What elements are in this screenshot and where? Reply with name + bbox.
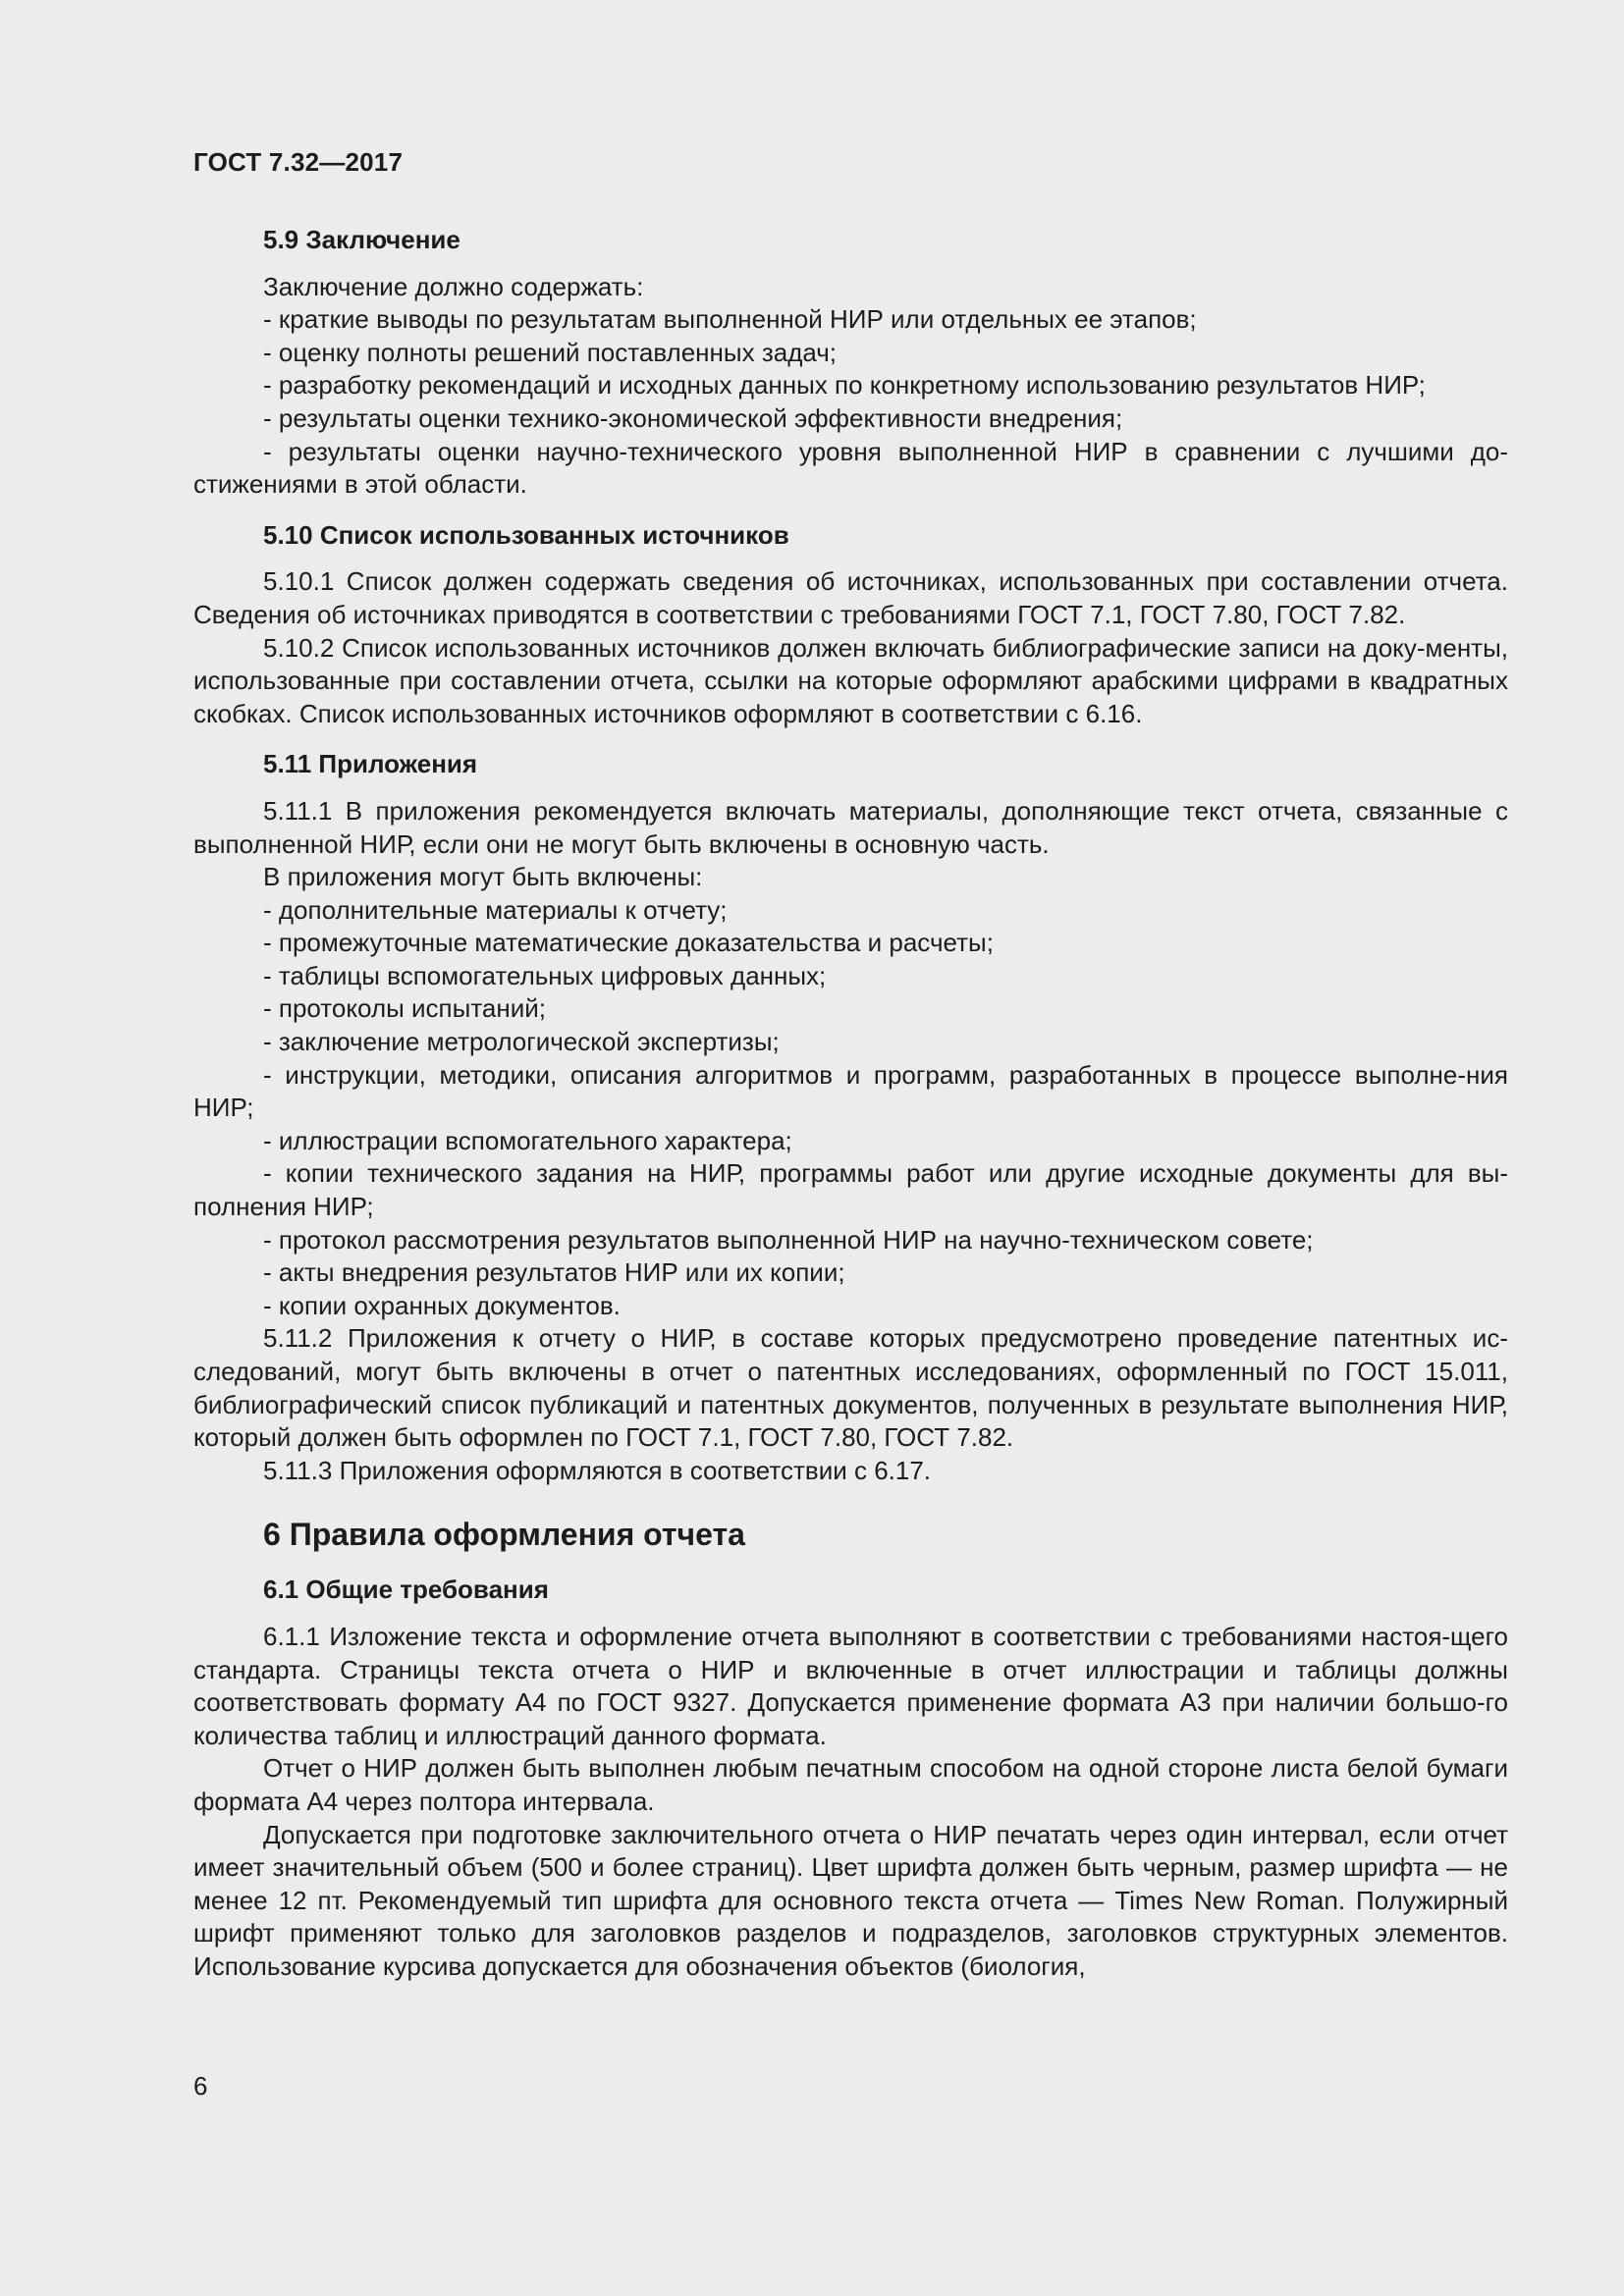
paragraph-6-1-1: 6.1.1 Изложение текста и оформление отчета выполняют в соответствии с требованиями настоя-щего стандарта. Страницы текста отчета о НИР и включенные в отчет иллюстрации и таблицы должны соответствовать формату А4 по ГОСТ 9327. Допускается применение формата А3 при наличии большо-го количества таблиц и иллюстраций данного формата.: [193, 1621, 1508, 1750]
paragraph-6-1-1-cont2: Допускается при подготовке заключительного отчета о НИР печатать через один интервал, если отчет имеет значительный объем (500 и более страниц). Цвет шрифта должен быть черным, размер шрифта — не менее 12 пт. Рекомендуемый тип шрифта для основного текста отчета — Times New Roman. Полужирный шрифт применяют только для заголовков разделов и подразделов, заголовков структурных элементов. Использование курсива допускается для обозначения объектов (биология,: [193, 1819, 1508, 1981]
section-6-1-title: 6.1 Общие требования: [263, 1575, 549, 1605]
page-number: 6: [193, 2071, 208, 2101]
list-item: - разработку рекомендаций и исходных данных по конкретному использованию результатов НИР;: [263, 370, 1426, 400]
section-5-11-intro: В приложения могут быть включены:: [263, 862, 703, 892]
list-item: - протокол рассмотрения результатов выполненной НИР на научно-техническом совете;: [263, 1224, 1314, 1255]
list-item: - результаты оценки научно-технического уровня выполненной НИР в сравнении с лучшими до-стижениями в этой области.: [193, 436, 1508, 500]
list-item: - заключение метрологической экспертизы;: [263, 1027, 780, 1057]
paragraph-5-11-3: 5.11.3 Приложения оформляются в соответствии с 6.17.: [263, 1455, 932, 1485]
list-item: - краткие выводы по результатам выполненной НИР или отдельных ее этапов;: [263, 304, 1197, 335]
section-5-11-title: 5.11 Приложения: [263, 749, 478, 779]
section-6-title: 6 Правила оформления отчета: [263, 1517, 745, 1553]
list-item: - дополнительные материалы к отчету;: [263, 894, 728, 925]
list-item: - промежуточные математические доказательства и расчеты;: [263, 928, 994, 958]
paragraph-5-11-2: 5.11.2 Приложения к отчету о НИР, в составе которых предусмотрено проведение патентных ис-следований, могут быть включены в отчет о патентных исследованиях, оформленный по ГОСТ 15.011, библиографический список публикаций и патентных документов, полученных в результате выполнения НИР, который должен быть оформлен по ГОСТ 7.1, ГОСТ 7.80, ГОСТ 7.82.: [193, 1323, 1508, 1453]
section-5-9-intro: Заключение должно содержать:: [263, 271, 644, 301]
list-item: - таблицы вспомогательных цифровых данных;: [263, 960, 827, 990]
paragraph-6-1-1-cont: Отчет о НИР должен быть выполнен любым печатным способом на одной стороне листа белой бумаги формата А4 через полтора интервала.: [193, 1753, 1508, 1816]
list-item: - оценку полноты решений поставленных задач;: [263, 337, 838, 367]
list-item: - инструкции, методики, описания алгоритмов и программ, разработанных в процессе выполне-ния НИР;: [193, 1059, 1508, 1123]
list-item: - иллюстрации вспомогательного характера;: [263, 1125, 792, 1155]
section-5-9-title: 5.9 Заключение: [263, 225, 460, 254]
section-5-10-title: 5.10 Список использованных источников: [263, 519, 789, 550]
list-item: - копии охранных документов.: [263, 1290, 621, 1320]
paragraph-5-10-2: 5.10.2 Список использованных источников должен включать библиографические записи на доку-менты, использованные при составлении отчета, ссылки на которые оформляют арабскими цифрами в квадратных скобках. Список использованных источников оформляют в соответствии с 6.16.: [193, 632, 1508, 728]
list-item: - акты внедрения результатов НИР или их копии;: [263, 1257, 845, 1288]
paragraph-5-10-1: 5.10.1 Список должен содержать сведения об источниках, использованных при составлении отчета. Сведения об источниках приводятся в соответствии с требованиями ГОСТ 7.1, ГОСТ 7.80, ГОСТ 7.82.: [193, 566, 1508, 629]
list-item: - копии технического задания на НИР, программы работ или другие исходные документы для вы-полнения НИР;: [193, 1158, 1508, 1222]
list-item: - результаты оценки технико-экономической эффективности внедрения;: [263, 402, 1123, 433]
list-item: - протоколы испытаний;: [263, 993, 547, 1024]
document-code-header: ГОСТ 7.32—2017: [193, 147, 404, 177]
page-body: [193, 224, 1508, 1984]
paragraph-5-11-1: 5.11.1 В приложения рекомендуется включать материалы, дополняющие текст отчета, связанные с выполненной НИР, если они не могут быть включены в основную часть.: [193, 795, 1508, 859]
